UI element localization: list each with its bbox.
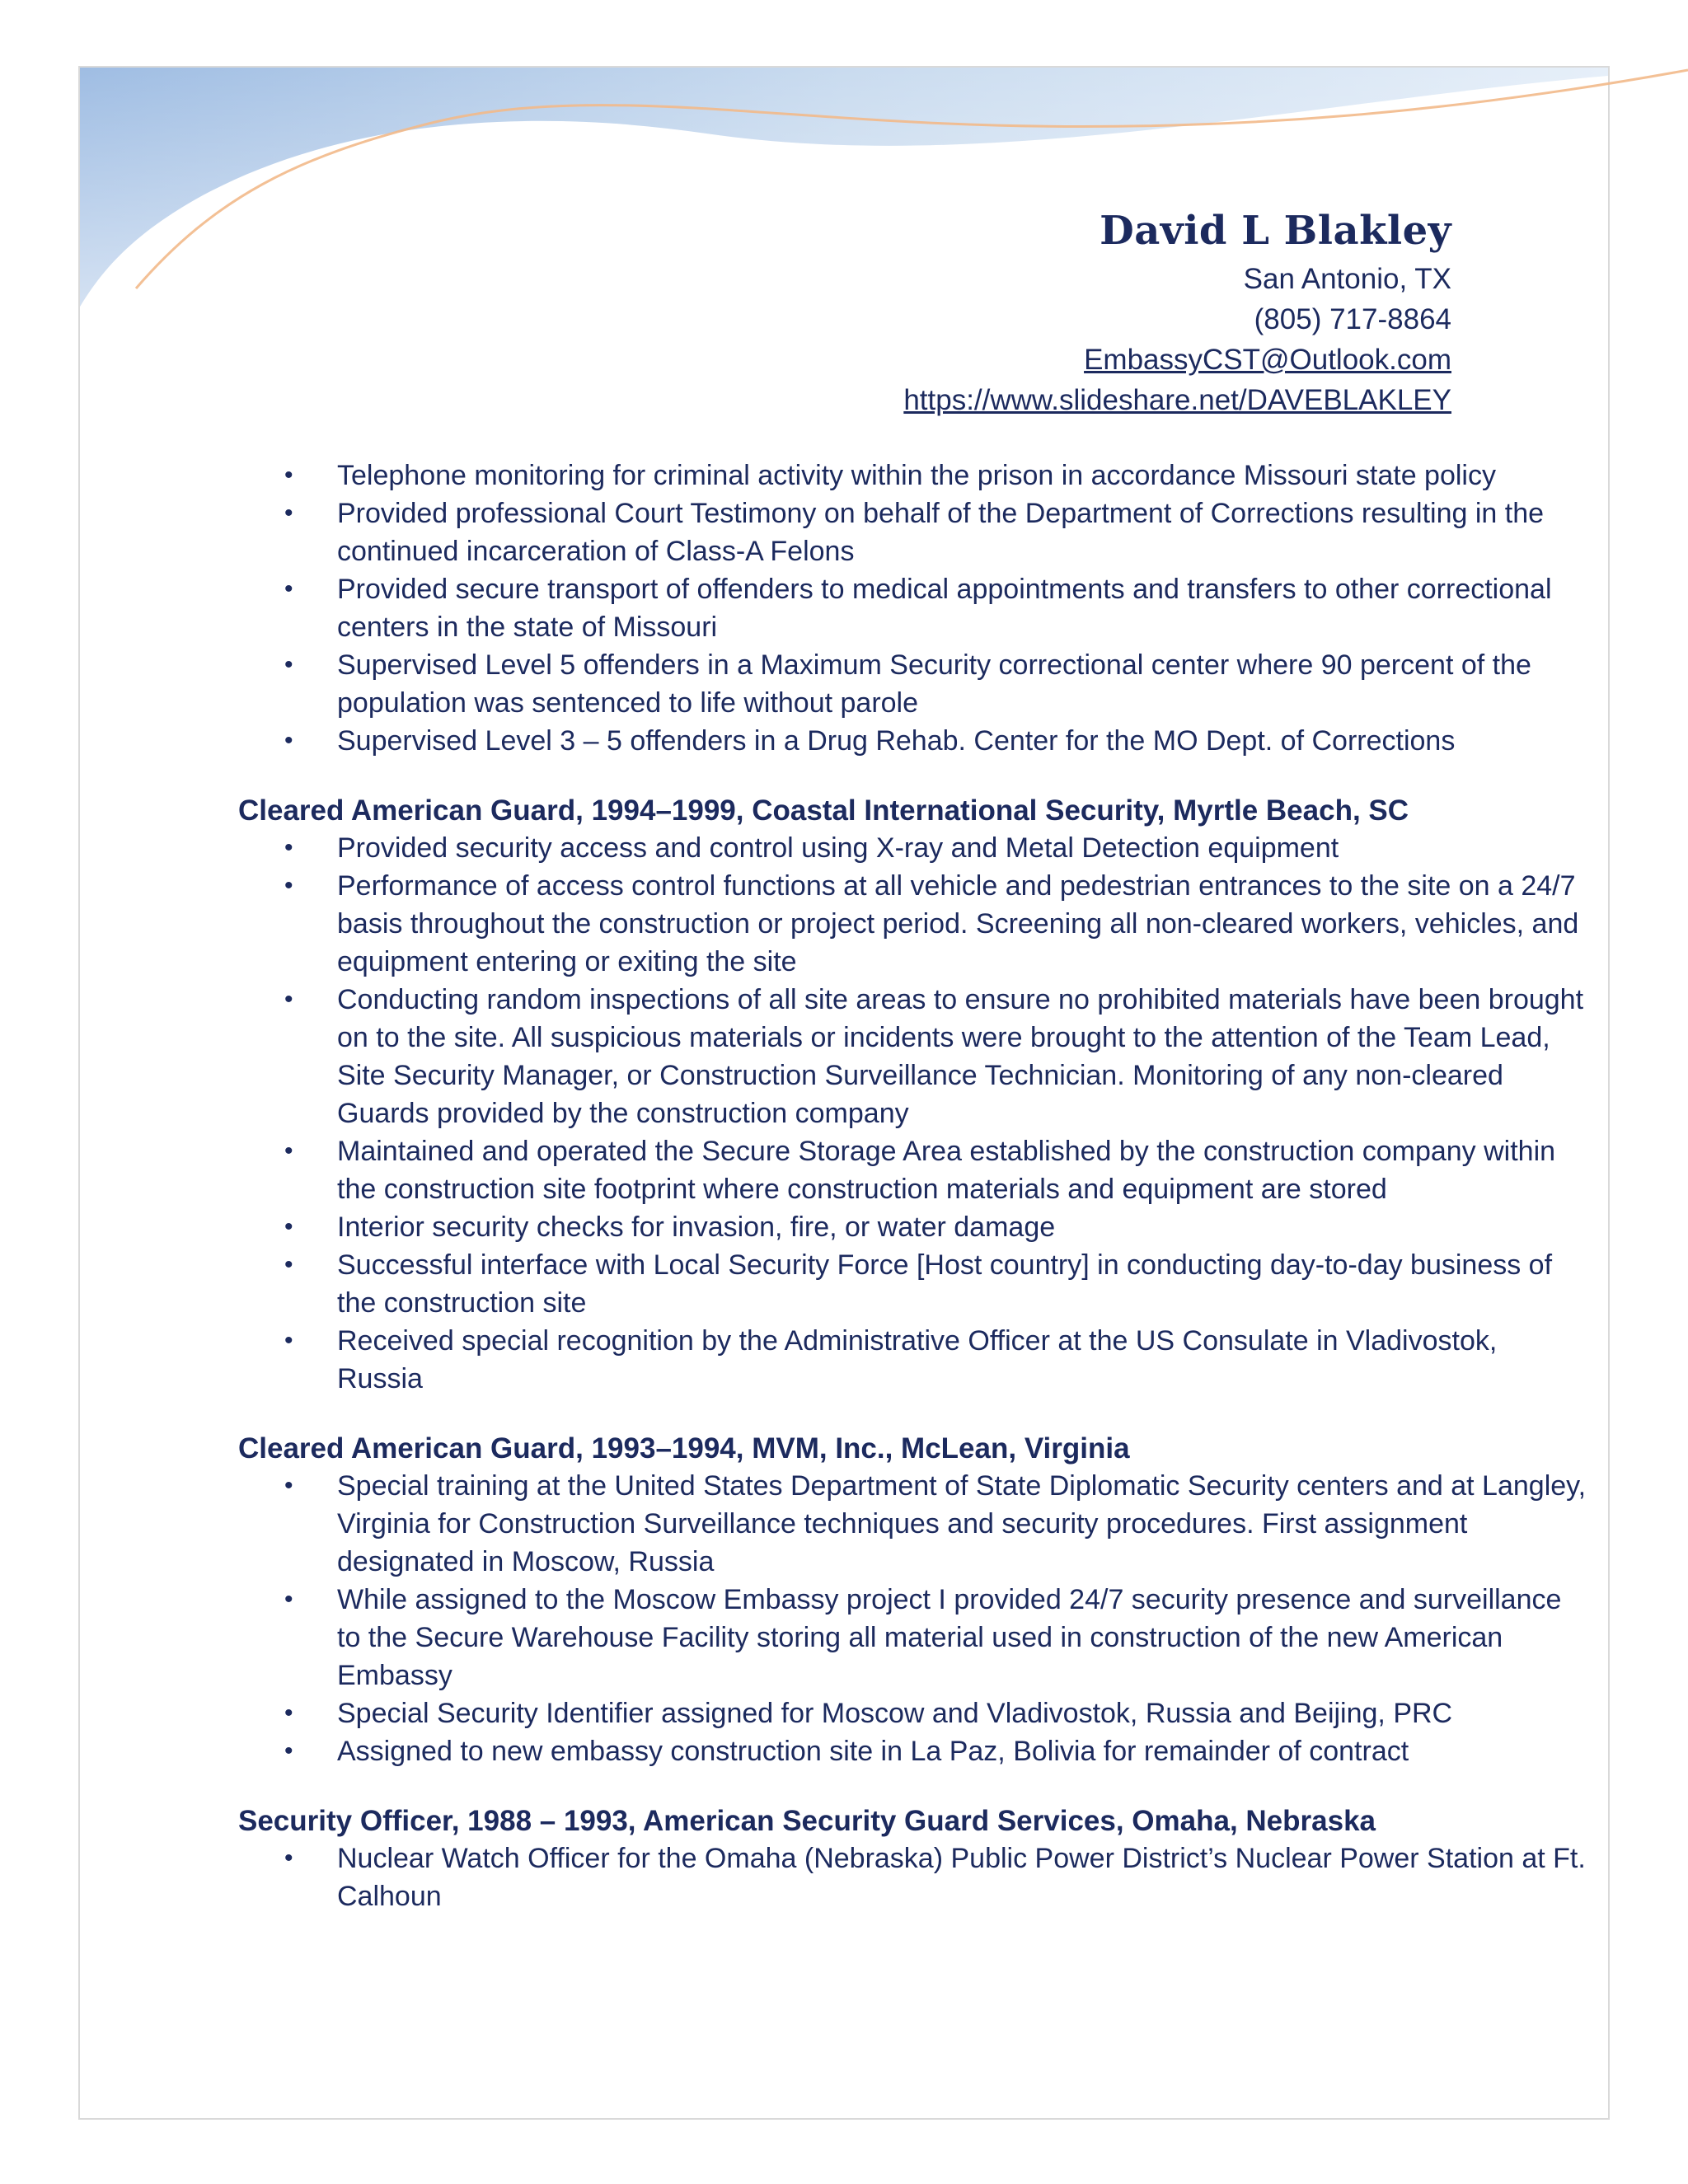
job-entry	[238, 1803, 1590, 1915]
bullet-icon: •	[284, 1472, 293, 1499]
list-item: • Received special recognition by the Administrative Officer at the US Consulate in Vladivostok, Russia	[238, 1322, 1590, 1398]
phone-number: (805) 717-8864	[1254, 303, 1451, 335]
job-title: Security Officer, 1988 – 1993, American Security Guard Services, Omaha, Nebraska	[238, 1805, 1376, 1837]
list-item: • Successful interface with Local Security Force [Host country] in conducting day-to-day business of the construction site	[238, 1246, 1590, 1322]
job-bullet-list	[238, 829, 1590, 1398]
bullet-icon: •	[284, 872, 293, 899]
bullet-icon: •	[284, 1737, 293, 1765]
bullet-icon: •	[284, 727, 293, 754]
bullet-icon: •	[284, 834, 293, 861]
bullet-icon: •	[284, 1586, 293, 1613]
job-entry	[238, 793, 1590, 1398]
bullet-icon: •	[284, 1699, 293, 1727]
resume-page	[78, 66, 1610, 2120]
location: San Antonio, TX	[1243, 263, 1451, 295]
experience-section	[238, 457, 1590, 1915]
list-item: • While assigned to the Moscow Embassy project I provided 24/7 security presence and surveillance to the Secure Warehouse Facility storing all material used in construction of the new American Embassy	[238, 1581, 1590, 1694]
list-item: • Interior security checks for invasion, fire, or water damage	[238, 1208, 1590, 1246]
bullet-icon: •	[284, 1844, 293, 1872]
bullet-icon: •	[284, 575, 293, 602]
list-item: • Provided professional Court Testimony on behalf of the Department of Corrections resulting in the continued incarceration of Class-A Felons	[238, 494, 1590, 570]
website-link[interactable]: https://www.slideshare.net/DAVEBLAKLEY	[903, 384, 1451, 416]
list-item: • Special Security Identifier assigned for Moscow and Vladivostok, Russia and Beijing, PRC	[238, 1694, 1590, 1732]
bullet-icon: •	[284, 1327, 293, 1354]
list-item: • Performance of access control functions at all vehicle and pedestrian entrances to the site on a 24/7 basis throughout the construction or project period. Screening all non-cleared workers, vehicles, and equipment entering or exiting the site	[238, 867, 1590, 981]
list-item: • Provided security access and control using X-ray and Metal Detection equipment	[238, 829, 1590, 867]
list-item: • Supervised Level 3 – 5 offenders in a Drug Rehab. Center for the MO Dept. of Corrections	[238, 722, 1590, 760]
list-item: • Maintained and operated the Secure Storage Area established by the construction company within the construction site footprint where construction materials and equipment are stored	[238, 1132, 1590, 1208]
bullet-icon: •	[284, 1251, 293, 1278]
email-link[interactable]: EmbassyCST@Outlook.com	[1084, 344, 1451, 376]
intro-bullet-list	[238, 457, 1590, 760]
job-bullet-list	[238, 1467, 1590, 1770]
job-entry	[238, 1431, 1590, 1770]
job-title: Cleared American Guard, 1994–1999, Coastal International Security, Myrtle Beach, SC	[238, 794, 1409, 827]
bullet-icon: •	[284, 1213, 293, 1240]
bullet-icon: •	[284, 986, 293, 1013]
bullet-icon: •	[284, 1137, 293, 1165]
list-item: • Assigned to new embassy construction site in La Paz, Bolivia for remainder of contract	[238, 1732, 1590, 1770]
bullet-icon: •	[284, 499, 293, 527]
list-item: • Telephone monitoring for criminal activity within the prison in accordance Missouri state policy	[238, 457, 1590, 494]
job-title: Cleared American Guard, 1993–1994, MVM, Inc., McLean, Virginia	[238, 1432, 1130, 1465]
list-item: • Special training at the United States Department of State Diplomatic Security centers and at Langley, Virginia for Construction Surveillance techniques and security procedures. First assignment designated in Moscow, Russia	[238, 1467, 1590, 1581]
list-item: • Provided secure transport of offenders to medical appointments and transfers to other correctional centers in the state of Missouri	[238, 570, 1590, 646]
bullet-icon: •	[284, 462, 293, 489]
candidate-name: David L Blakley	[1100, 208, 1451, 254]
job-bullet-list	[238, 1840, 1590, 1915]
bullet-icon: •	[284, 651, 293, 678]
list-item: • Nuclear Watch Officer for the Omaha (Nebraska) Public Power District’s Nuclear Power Station at Ft. Calhoun	[238, 1840, 1590, 1915]
list-item: • Conducting random inspections of all site areas to ensure no prohibited materials have been brought on to the site. All suspicious materials or incidents were brought to the attention of the Team Lead, Site Security Manager, or Construction Surveillance Technician. Monitoring of any non-cleared Guards provided by the construction company	[238, 981, 1590, 1132]
list-item: • Supervised Level 5 offenders in a Maximum Security correctional center where 90 percent of the population was sentenced to life without parole	[238, 646, 1590, 722]
